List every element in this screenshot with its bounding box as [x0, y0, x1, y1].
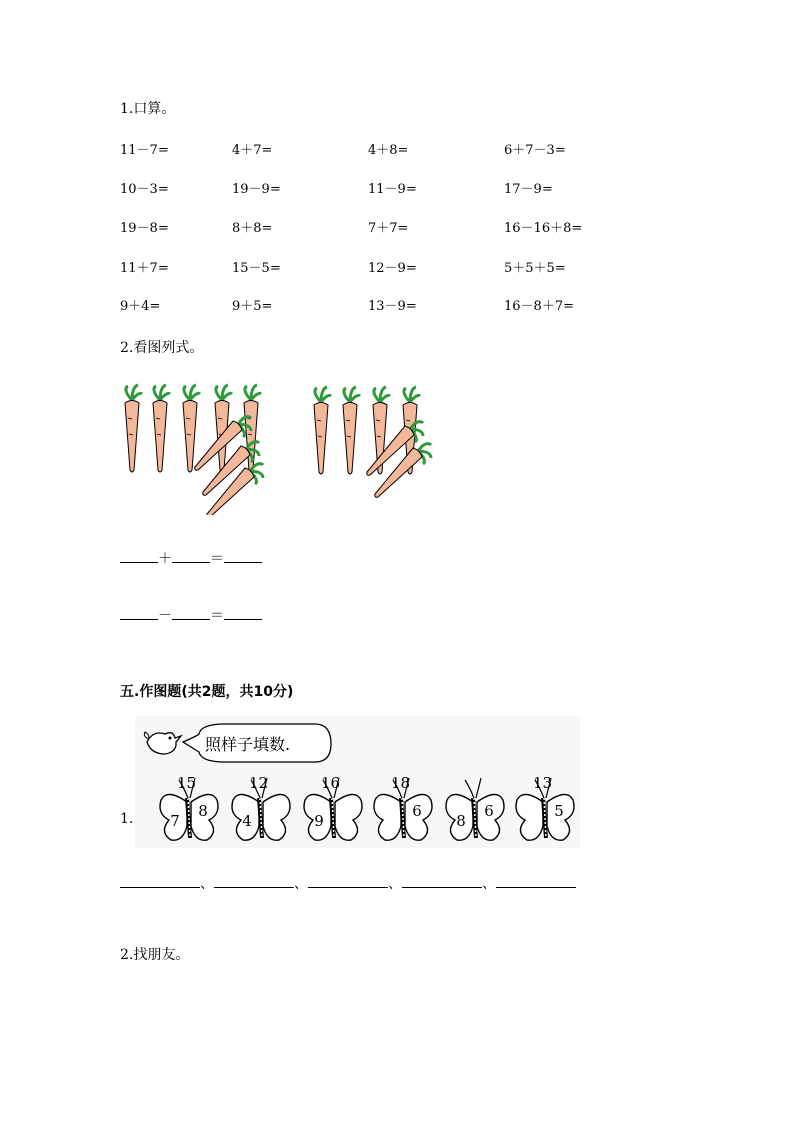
arithmetic-item: 19－8= [120, 221, 169, 236]
blank-3[interactable] [224, 562, 262, 563]
separator: 、 [294, 876, 308, 892]
section5-q2-title: 2.找朋友。 [120, 947, 190, 963]
speech-text: 照样子填数. [205, 735, 291, 754]
arithmetic-item: 7＋7= [368, 221, 409, 236]
blank-4[interactable] [120, 619, 158, 620]
answer-blank[interactable] [496, 887, 576, 888]
butterfly-left-number: 9 [314, 812, 324, 830]
separator: 、 [482, 876, 496, 892]
arithmetic-item: 11＋7= [120, 261, 169, 276]
arithmetic-item: 11－9= [368, 182, 417, 197]
butterfly-top-number: 13 [533, 774, 553, 792]
minus-sign: － [158, 608, 172, 624]
answer-blank[interactable] [402, 887, 482, 888]
arithmetic-item: 9＋4= [120, 299, 161, 314]
butterfly-left-number: 4 [242, 812, 252, 830]
section5-title: 五.作图题(共2题，共10分) [120, 684, 294, 700]
arithmetic-item: 15－5= [232, 261, 281, 276]
answer-blank[interactable] [214, 887, 294, 888]
butterfly-left-number: 7 [170, 812, 180, 830]
q1-title: 1.口算。 [120, 101, 176, 117]
q2-title: 2.看图列式。 [120, 340, 204, 356]
blank-6[interactable] [224, 619, 262, 620]
arithmetic-item: 13－9= [368, 299, 417, 314]
butterfly-top-number: 15 [177, 774, 197, 792]
equation-sub [120, 605, 262, 625]
butterfly-top-number: 12 [249, 774, 269, 792]
butterfly-right-number: 5 [554, 802, 564, 820]
equation-add [120, 548, 262, 568]
carrots-image [118, 380, 448, 515]
answer-blank[interactable] [308, 887, 388, 888]
arithmetic-item: 19－9= [232, 182, 281, 197]
butterfly-right-number: 8 [198, 802, 208, 820]
butterfly-right-number: 6 [412, 802, 422, 820]
butterflies-image [135, 716, 580, 848]
section5-q1-number: 1. [120, 811, 134, 827]
arithmetic-item: 4＋8= [368, 143, 409, 158]
separator: 、 [388, 876, 402, 892]
answer-blanks [120, 873, 576, 893]
butterfly-top-number: 16 [321, 774, 341, 792]
equals-sign: ＝ [210, 608, 224, 624]
arithmetic-item: 4＋7= [232, 143, 273, 158]
blank-5[interactable] [172, 619, 210, 620]
blank-2[interactable] [172, 562, 210, 563]
answer-blank[interactable] [120, 887, 200, 888]
arithmetic-item: 12－9= [368, 261, 417, 276]
arithmetic-item: 11－7= [120, 143, 169, 158]
butterfly-left-number: 8 [456, 812, 466, 830]
arithmetic-item: 9＋5= [232, 299, 273, 314]
arithmetic-item: 16－16＋8= [504, 221, 583, 236]
arithmetic-item: 5＋5＋5= [504, 261, 566, 276]
separator: 、 [200, 876, 214, 892]
blank-1[interactable] [120, 562, 158, 563]
plus-sign: ＋ [158, 551, 172, 567]
arithmetic-item: 17－9= [504, 182, 553, 197]
arithmetic-item: 10－3= [120, 182, 169, 197]
equals-sign: ＝ [210, 551, 224, 567]
arithmetic-item: 8＋8= [232, 221, 273, 236]
arithmetic-item: 16－8＋7= [504, 299, 574, 314]
arithmetic-item: 6＋7－3= [504, 143, 566, 158]
butterfly-top-number: 18 [391, 774, 411, 792]
butterfly-right-number: 6 [484, 802, 494, 820]
